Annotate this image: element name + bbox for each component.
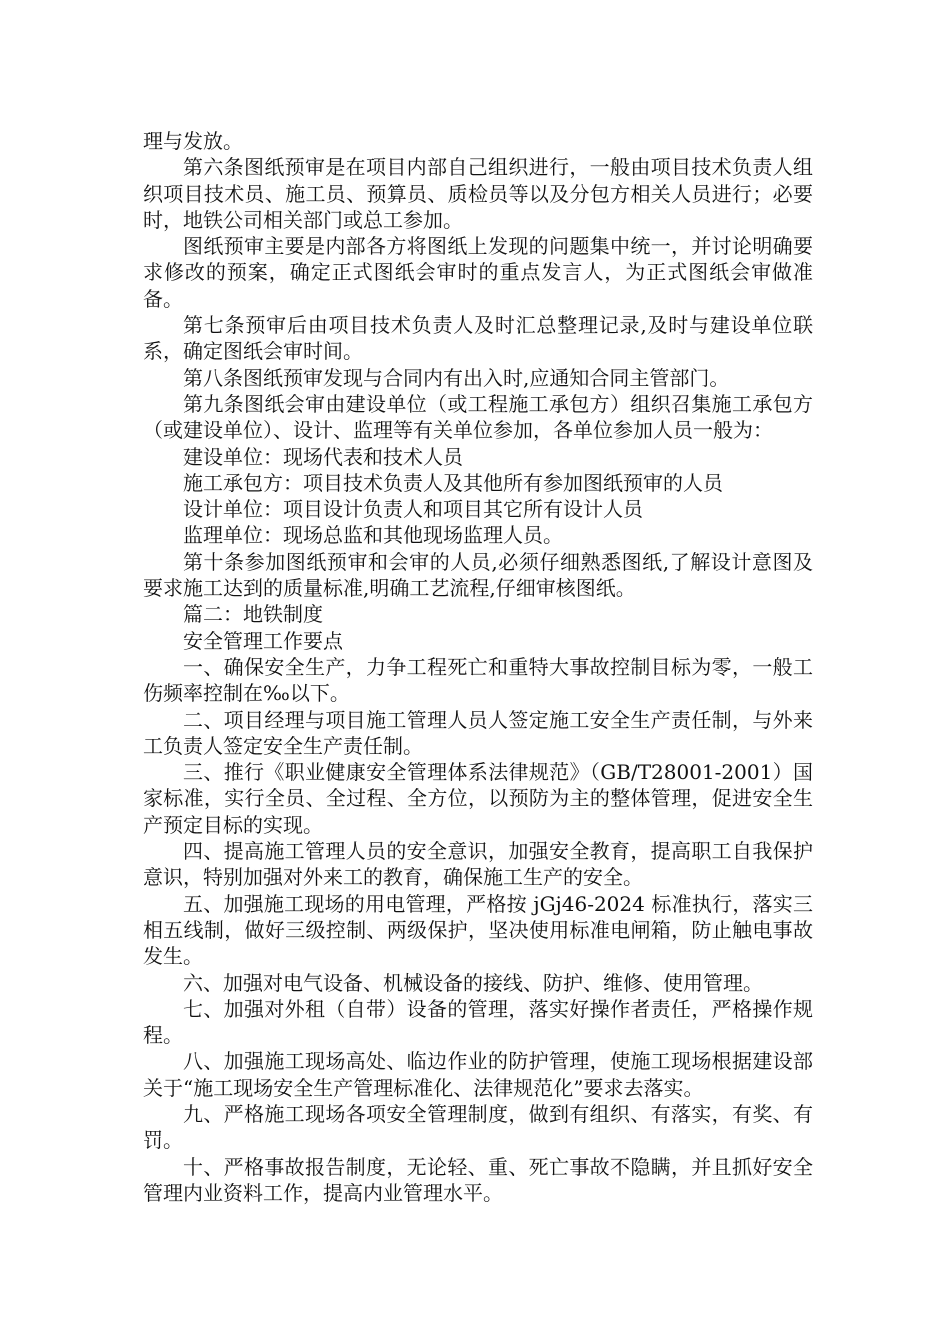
paragraph-pre-review: 图纸预审主要是内部各方将图纸上发现的问题集中统一，并讨论明确要求修改的预案，确定正式图纸会审时的重点发言人，为正式图纸会审做准备。: [143, 234, 813, 311]
document-body: [143, 128, 813, 1206]
paragraph-safety-6: 六、加强对电气设备、机械设备的接线、防护、维修、使用管理。: [183, 970, 763, 995]
paragraph-design-unit: 设计单位：项目设计负责人和项目其它所有设计人员: [183, 497, 643, 522]
paragraph-safety-10: 十、严格事故报告制度，无论轻、重、死亡事故不隐瞒，并且抓好安全管理内业资料工作，提高内业管理水平。: [143, 1154, 813, 1205]
paragraph-safety-8: 八、加强施工现场高处、临边作业的防护管理，使施工现场根据建设部关于“施工现场安全生产管理标准化、法律规范化”要求去落实。: [143, 1049, 813, 1100]
paragraph-article-6: 第六条图纸预审是在项目内部自己组织进行，一般由项目技术负责人组织项目技术员、施工员、预算员、质检员等以及分包方相关人员进行；必要时，地铁公司相关部门或总工参加。: [143, 155, 813, 232]
section-heading-safety: 安全管理工作要点: [183, 628, 343, 653]
paragraph-safety-4: 四、提高施工管理人员的安全意识，加强安全教育，提高职工自我保护意识，特别加强对外来工的教育，确保施工生产的安全。: [143, 839, 813, 890]
paragraph-safety-9: 九、严格施工现场各项安全管理制度，做到有组织、有落实，有奖、有罚。: [143, 1101, 813, 1153]
paragraph-continuation: 理与发放。: [143, 129, 243, 153]
paragraph-article-9: 第九条图纸会审由建设单位（或工程施工承包方）组织召集施工承包方（或建设单位）、设计、监理等有关单位参加，各单位参加人员一般为：: [143, 391, 813, 443]
paragraph-safety-7: 七、加强对外租（自带）设备的管理，落实好操作者责任，严格操作规程。: [143, 996, 813, 1048]
paragraph-safety-2: 二、项目经理与项目施工管理人员人签定施工安全生产责任制，与外来工负责人签定安全生产责任制。: [143, 707, 813, 758]
paragraph-construction-unit: 建设单位：现场代表和技术人员: [183, 444, 463, 469]
paragraph-article-10: 第十条参加图纸预审和会审的人员,必须仔细熟悉图纸,了解设计意图及要求施工达到的质量标准,明确工艺流程,仔细审核图纸。: [143, 549, 813, 601]
paragraph-safety-5: 五、加强施工现场的用电管理，严格按 jGj46-2024 标准执行，落实三相五线制，做好三级控制、两级保护，坚决使用标准电闸箱，防止触电事故发生。: [143, 891, 813, 969]
section-heading-part-2: 篇二：地铁制度: [183, 602, 323, 627]
paragraph-supervision-unit: 监理单位：现场总监和其他现场监理人员。: [183, 523, 563, 548]
paragraph-article-7: 第七条预审后由项目技术负责人及时汇总整理记录,及时与建设单位联系，确定图纸会审时间。: [143, 313, 813, 364]
paragraph-safety-3: 三、推行《职业健康安全管理体系法律规范》（GB/T28001-2001）国家标准，实行全员、全过程、全方位，以预防为主的整体管理，促进安全生产预定目标的实现。: [143, 760, 813, 837]
paragraph-contractor: 施工承包方：项目技术负责人及其他所有参加图纸预审的人员: [183, 470, 723, 495]
paragraph-safety-1: 一、确保安全生产，力争工程死亡和重特大事故控制目标为零，一般工伤频率控制在‰以下。: [143, 654, 813, 706]
paragraph-article-8: 第八条图纸预审发现与合同内有出入时,应通知合同主管部门。: [183, 365, 730, 390]
